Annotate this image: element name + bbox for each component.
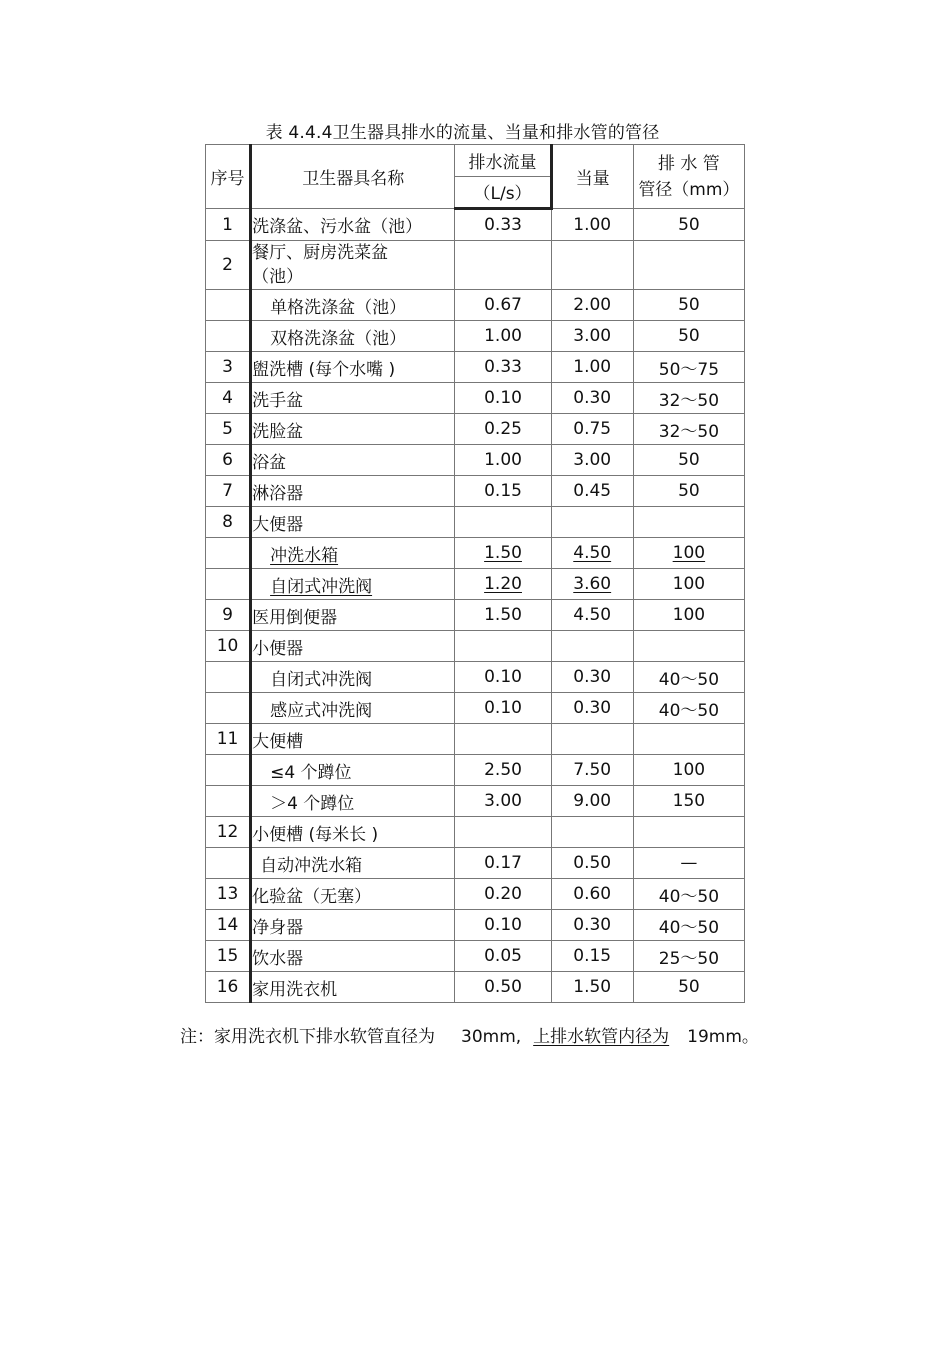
cell-equiv-text: 1.50 bbox=[573, 977, 612, 997]
cell-diameter bbox=[633, 724, 744, 755]
table-row bbox=[206, 476, 745, 507]
cell-name bbox=[251, 321, 455, 352]
cell-seq-text: 10 bbox=[216, 636, 239, 656]
cell-flow-text: 2.50 bbox=[484, 760, 522, 780]
cell-name bbox=[251, 848, 455, 879]
cell-diameter-text: 40～50 bbox=[658, 886, 720, 907]
cell-equiv bbox=[551, 414, 633, 445]
cell-seq-text: 15 bbox=[216, 946, 239, 966]
cell-name bbox=[251, 817, 455, 848]
cell-seq bbox=[206, 693, 251, 724]
cell-equiv bbox=[551, 290, 633, 321]
cell-name-text: 化验盆（无塞） bbox=[252, 886, 372, 907]
table-row bbox=[206, 290, 745, 321]
cell-name-text: 单格洗涤盆（池） bbox=[270, 297, 407, 318]
cell-name bbox=[251, 724, 455, 755]
cell-equiv-text: 1.00 bbox=[573, 214, 612, 235]
cell-name bbox=[251, 786, 455, 817]
cell-name-text: 洗手盆 bbox=[252, 390, 304, 411]
cell-diameter bbox=[633, 209, 744, 241]
cell-flow bbox=[455, 241, 551, 290]
cell-name-text: 医用倒便器 bbox=[252, 607, 338, 628]
table-row bbox=[206, 241, 745, 290]
cell-diameter-text: 40～50 bbox=[658, 700, 720, 721]
drainage-table bbox=[205, 144, 745, 1003]
cell-seq-text: 6 bbox=[222, 450, 233, 470]
cell-flow bbox=[455, 569, 551, 600]
cell-equiv-text: 0.30 bbox=[573, 698, 612, 718]
cell-flow bbox=[455, 972, 551, 1003]
cell-seq bbox=[206, 507, 251, 538]
cell-seq-text: 11 bbox=[216, 729, 239, 749]
cell-flow-text: 0.33 bbox=[484, 357, 522, 377]
cell-diameter bbox=[633, 662, 744, 693]
cell-equiv-text: 0.45 bbox=[573, 481, 612, 501]
cell-equiv bbox=[551, 600, 633, 631]
cell-flow bbox=[455, 445, 551, 476]
cell-equiv-text: 0.15 bbox=[573, 946, 612, 966]
cell-equiv-text: 3.00 bbox=[573, 326, 612, 346]
cell-equiv-text: 0.50 bbox=[573, 853, 612, 873]
header-flow-unit: （L/s） bbox=[473, 184, 532, 205]
cell-seq bbox=[206, 879, 251, 910]
cell-name-text: 双格洗涤盆（池） bbox=[270, 328, 407, 349]
cell-flow-text: 1.00 bbox=[484, 450, 522, 470]
table-row bbox=[206, 538, 745, 569]
cell-seq bbox=[206, 321, 251, 352]
cell-seq-text: 12 bbox=[216, 822, 239, 842]
cell-equiv bbox=[551, 383, 633, 414]
cell-equiv-text: 1.00 bbox=[573, 357, 612, 377]
footnote-part1: 注：家用洗衣机下排水软管直径为 bbox=[180, 1027, 435, 1047]
cell-flow-text: 1.20 bbox=[484, 574, 522, 594]
cell-name bbox=[251, 383, 455, 414]
cell-seq-text: 4 bbox=[222, 388, 233, 408]
header-equiv: 当量 bbox=[551, 145, 633, 209]
cell-name-text: 淋浴器 bbox=[252, 483, 304, 504]
cell-diameter-text: 100 bbox=[672, 543, 706, 563]
cell-diameter bbox=[633, 445, 744, 476]
cell-diameter bbox=[633, 414, 744, 445]
cell-seq bbox=[206, 476, 251, 507]
cell-seq bbox=[206, 662, 251, 693]
cell-seq bbox=[206, 445, 251, 476]
cell-diameter-text: 50 bbox=[678, 214, 700, 235]
cell-equiv bbox=[551, 209, 633, 241]
cell-flow bbox=[455, 290, 551, 321]
table-row bbox=[206, 383, 745, 414]
cell-flow-text: 0.05 bbox=[484, 946, 522, 966]
table-row bbox=[206, 631, 745, 662]
cell-name-text: 洗涤盆、污水盆（池） bbox=[252, 217, 423, 237]
cell-diameter bbox=[633, 476, 744, 507]
cell-diameter bbox=[633, 290, 744, 321]
cell-diameter bbox=[633, 631, 744, 662]
cell-diameter-text: 50 bbox=[678, 295, 700, 315]
cell-name-text: 小便槽 (每米长 ) bbox=[252, 824, 379, 845]
cell-name-text: ＞4 个蹲位 bbox=[270, 793, 355, 814]
cell-flow-text: 0.33 bbox=[484, 215, 522, 235]
header-seq: 序号 bbox=[206, 145, 251, 209]
cell-name-text: 自闭式冲洗阀 bbox=[270, 576, 373, 597]
cell-flow bbox=[455, 662, 551, 693]
cell-flow bbox=[455, 414, 551, 445]
cell-equiv-text: 3.00 bbox=[573, 450, 612, 470]
cell-name bbox=[251, 755, 455, 786]
cell-seq bbox=[206, 383, 251, 414]
cell-diameter-text: 100 bbox=[672, 574, 706, 594]
cell-flow bbox=[455, 817, 551, 848]
table-body bbox=[206, 145, 745, 1003]
footnote-part3: 上排水软管内径为 bbox=[533, 1027, 670, 1047]
table-row bbox=[206, 972, 745, 1003]
cell-seq bbox=[206, 290, 251, 321]
cell-name-text: 浴盆 bbox=[252, 452, 287, 473]
cell-flow bbox=[455, 848, 551, 879]
footnote-part4: 19mm。 bbox=[687, 1027, 759, 1047]
cell-flow bbox=[455, 538, 551, 569]
cell-equiv bbox=[551, 848, 633, 879]
table-title: 表 4.4.4卫生器具排水的流量、当量和排水管的管径 bbox=[265, 123, 660, 143]
cell-flow bbox=[455, 321, 551, 352]
cell-equiv-text: 3.60 bbox=[573, 574, 612, 594]
cell-equiv bbox=[551, 693, 633, 724]
cell-name-text: 大便器 bbox=[252, 514, 304, 535]
cell-diameter-text: 100 bbox=[672, 605, 706, 625]
cell-name bbox=[251, 507, 455, 538]
table-row bbox=[206, 321, 745, 352]
cell-diameter-text: 50 bbox=[678, 450, 700, 470]
table-row bbox=[206, 569, 745, 600]
cell-equiv bbox=[551, 476, 633, 507]
cell-name bbox=[251, 290, 455, 321]
cell-equiv bbox=[551, 786, 633, 817]
table-row bbox=[206, 817, 745, 848]
cell-flow bbox=[455, 879, 551, 910]
cell-equiv-text: 0.60 bbox=[573, 884, 612, 904]
cell-flow bbox=[455, 910, 551, 941]
cell-seq bbox=[206, 972, 251, 1003]
cell-name bbox=[251, 631, 455, 662]
cell-equiv bbox=[551, 631, 633, 662]
cell-diameter bbox=[633, 321, 744, 352]
cell-diameter bbox=[633, 383, 744, 414]
footnote bbox=[180, 1022, 759, 1047]
cell-flow bbox=[455, 209, 551, 241]
cell-equiv-text: 0.30 bbox=[573, 915, 612, 935]
cell-equiv bbox=[551, 352, 633, 383]
cell-equiv-text: 9.00 bbox=[573, 791, 612, 811]
cell-flow bbox=[455, 724, 551, 755]
cell-equiv bbox=[551, 538, 633, 569]
cell-name-text: 餐厅、厨房洗菜盆 bbox=[252, 243, 389, 263]
header-flow bbox=[455, 145, 551, 209]
cell-name bbox=[251, 209, 455, 241]
cell-flow bbox=[455, 693, 551, 724]
cell-flow bbox=[455, 631, 551, 662]
cell-name bbox=[251, 352, 455, 383]
cell-seq-text: 2 bbox=[222, 255, 233, 275]
cell-name-text: 自闭式冲洗阀 bbox=[270, 669, 373, 690]
cell-seq bbox=[206, 414, 251, 445]
cell-diameter bbox=[633, 817, 744, 848]
cell-name-text: 冲洗水箱 bbox=[270, 545, 339, 566]
header-flow-label: 排水流量 bbox=[455, 145, 549, 177]
cell-name-text: 饮水器 bbox=[252, 948, 304, 969]
cell-flow-text: 0.10 bbox=[484, 388, 522, 408]
cell-diameter bbox=[633, 910, 744, 941]
cell-flow-text: 1.50 bbox=[484, 605, 522, 625]
cell-name-line2: （池） bbox=[252, 267, 304, 287]
cell-seq bbox=[206, 755, 251, 786]
cell-seq-text: 5 bbox=[222, 419, 233, 439]
cell-equiv-text: 4.50 bbox=[573, 605, 612, 625]
cell-equiv bbox=[551, 910, 633, 941]
header-pipe-top: 排 水 管 bbox=[657, 153, 720, 174]
cell-equiv bbox=[551, 817, 633, 848]
cell-name bbox=[251, 910, 455, 941]
cell-diameter bbox=[633, 848, 744, 879]
cell-seq bbox=[206, 352, 251, 383]
cell-diameter-text: 32～50 bbox=[658, 390, 720, 411]
cell-seq bbox=[206, 569, 251, 600]
cell-diameter bbox=[633, 538, 744, 569]
cell-equiv bbox=[551, 972, 633, 1003]
cell-seq-text: 7 bbox=[222, 481, 233, 501]
cell-seq bbox=[206, 631, 251, 662]
cell-flow-text: 0.10 bbox=[484, 698, 522, 718]
cell-flow-text: 0.15 bbox=[484, 481, 522, 501]
cell-equiv bbox=[551, 507, 633, 538]
cell-name-text: 盥洗槽 (每个水嘴 ) bbox=[252, 359, 396, 380]
cell-equiv-text: 4.50 bbox=[573, 543, 612, 563]
cell-seq bbox=[206, 600, 251, 631]
table-row bbox=[206, 600, 745, 631]
cell-equiv bbox=[551, 879, 633, 910]
cell-seq bbox=[206, 538, 251, 569]
cell-flow-text: 0.25 bbox=[484, 419, 522, 439]
cell-diameter-text: 40～50 bbox=[658, 669, 720, 690]
cell-diameter bbox=[633, 507, 744, 538]
cell-seq bbox=[206, 209, 251, 241]
cell-flow-text: 1.00 bbox=[484, 326, 522, 346]
cell-seq-text: 3 bbox=[222, 357, 233, 377]
cell-name bbox=[251, 241, 455, 290]
table-row bbox=[206, 848, 745, 879]
table-row bbox=[206, 352, 745, 383]
cell-name bbox=[251, 414, 455, 445]
footnote-part2: 30mm, bbox=[461, 1027, 522, 1047]
cell-equiv-text: 2.00 bbox=[573, 295, 612, 315]
cell-name-text: 大便槽 bbox=[252, 731, 304, 752]
cell-seq bbox=[206, 817, 251, 848]
cell-equiv-text: 0.30 bbox=[573, 388, 612, 408]
cell-diameter-text: — bbox=[680, 853, 698, 873]
cell-diameter bbox=[633, 569, 744, 600]
header-pipe bbox=[633, 145, 744, 209]
cell-equiv-text: 7.50 bbox=[573, 760, 612, 780]
cell-name-text: 小便器 bbox=[252, 638, 304, 659]
cell-equiv bbox=[551, 321, 633, 352]
cell-diameter-text: 100 bbox=[672, 760, 706, 780]
cell-diameter-text: 50 bbox=[678, 326, 700, 346]
cell-flow bbox=[455, 476, 551, 507]
cell-equiv bbox=[551, 241, 633, 290]
cell-seq bbox=[206, 848, 251, 879]
cell-equiv bbox=[551, 755, 633, 786]
cell-seq bbox=[206, 786, 251, 817]
cell-name bbox=[251, 972, 455, 1003]
cell-equiv-text: 0.75 bbox=[573, 419, 612, 439]
cell-name-text: 家用洗衣机 bbox=[252, 979, 338, 1000]
cell-name bbox=[251, 693, 455, 724]
cell-diameter bbox=[633, 241, 744, 290]
cell-flow-text: 0.20 bbox=[484, 884, 522, 904]
cell-seq bbox=[206, 910, 251, 941]
cell-diameter-text: 50～75 bbox=[658, 359, 720, 380]
cell-equiv-text: 0.30 bbox=[573, 667, 612, 687]
cell-equiv bbox=[551, 724, 633, 755]
cell-name-text: 洗脸盆 bbox=[252, 421, 304, 442]
cell-seq bbox=[206, 724, 251, 755]
cell-seq-text: 9 bbox=[222, 605, 233, 625]
table-row bbox=[206, 693, 745, 724]
header-name: 卫生器具名称 bbox=[251, 145, 455, 209]
cell-diameter-text: 50 bbox=[678, 481, 700, 501]
cell-diameter-text: 150 bbox=[672, 791, 706, 811]
cell-diameter bbox=[633, 941, 744, 972]
cell-flow bbox=[455, 352, 551, 383]
cell-equiv bbox=[551, 662, 633, 693]
table-row bbox=[206, 414, 745, 445]
cell-equiv bbox=[551, 569, 633, 600]
cell-diameter-text: 40～50 bbox=[658, 917, 720, 938]
cell-seq-text: 14 bbox=[216, 915, 239, 935]
cell-diameter bbox=[633, 693, 744, 724]
table-row bbox=[206, 941, 745, 972]
table-row bbox=[206, 209, 745, 241]
cell-name bbox=[251, 476, 455, 507]
table-row bbox=[206, 786, 745, 817]
cell-flow-text: 1.50 bbox=[484, 543, 522, 563]
cell-flow-text: 0.17 bbox=[484, 853, 522, 873]
cell-diameter-text: 32～50 bbox=[658, 421, 720, 442]
table-row bbox=[206, 724, 745, 755]
cell-name bbox=[251, 662, 455, 693]
cell-diameter bbox=[633, 352, 744, 383]
header-row bbox=[206, 145, 745, 209]
cell-seq-text: 8 bbox=[222, 512, 233, 532]
cell-flow bbox=[455, 786, 551, 817]
cell-flow-text: 0.10 bbox=[484, 915, 522, 935]
cell-flow-text: 0.67 bbox=[484, 295, 522, 315]
cell-seq-text: 16 bbox=[216, 977, 239, 997]
cell-diameter bbox=[633, 879, 744, 910]
cell-equiv bbox=[551, 445, 633, 476]
cell-name-text: 感应式冲洗阀 bbox=[270, 700, 373, 721]
cell-name bbox=[251, 538, 455, 569]
cell-name-text: 净身器 bbox=[252, 917, 304, 938]
cell-name-text: ≤4 个蹲位 bbox=[270, 762, 352, 783]
cell-diameter-text: 25～50 bbox=[658, 948, 720, 969]
table-row bbox=[206, 662, 745, 693]
cell-name bbox=[251, 600, 455, 631]
cell-diameter bbox=[633, 600, 744, 631]
cell-name bbox=[251, 569, 455, 600]
cell-diameter bbox=[633, 755, 744, 786]
cell-diameter bbox=[633, 786, 744, 817]
cell-name bbox=[251, 879, 455, 910]
table-row bbox=[206, 755, 745, 786]
cell-flow-text: 3.00 bbox=[484, 791, 522, 811]
cell-flow bbox=[455, 755, 551, 786]
cell-diameter bbox=[633, 972, 744, 1003]
cell-name-text: 自动冲洗水箱 bbox=[260, 855, 363, 876]
header-pipe-bottom: 管径（mm） bbox=[638, 179, 740, 200]
cell-flow-text: 0.50 bbox=[484, 977, 522, 997]
cell-seq bbox=[206, 941, 251, 972]
cell-flow bbox=[455, 383, 551, 414]
cell-name bbox=[251, 941, 455, 972]
table-row bbox=[206, 910, 745, 941]
cell-name bbox=[251, 445, 455, 476]
cell-seq-text: 1 bbox=[222, 214, 233, 235]
table-row bbox=[206, 445, 745, 476]
cell-diameter-text: 50 bbox=[678, 977, 700, 997]
table-row bbox=[206, 507, 745, 538]
cell-flow bbox=[455, 507, 551, 538]
cell-flow-text: 0.10 bbox=[484, 667, 522, 687]
cell-equiv bbox=[551, 941, 633, 972]
table-row bbox=[206, 879, 745, 910]
cell-seq-text: 13 bbox=[216, 884, 239, 904]
cell-flow bbox=[455, 600, 551, 631]
cell-flow bbox=[455, 941, 551, 972]
cell-seq bbox=[206, 241, 251, 290]
